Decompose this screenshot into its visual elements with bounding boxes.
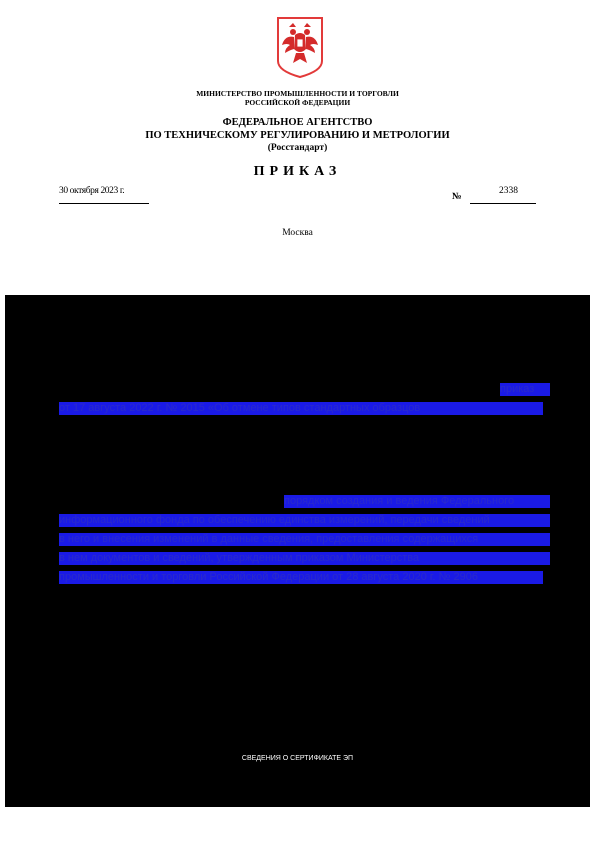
order-number-field	[470, 185, 536, 204]
order-number: 2338	[499, 186, 518, 196]
highlight-2: от 17 августа 2022 г. № 2015 «Об отмене типов стандартных образцов	[59, 402, 543, 415]
highlight-6: в нем документов и сведений, утвержденным приказом Министерства	[59, 552, 550, 565]
highlight-5: в него и внесения изменений в данные сведения, предоставления содержащихся	[59, 533, 550, 546]
order-date: 30 октября 2023 г.	[59, 185, 149, 204]
city: Москва	[282, 228, 313, 238]
number-sign: №	[452, 192, 462, 202]
highlight-1: приказ	[500, 383, 550, 396]
redacted-block	[5, 295, 590, 807]
order-title: ПРИКАЗ	[253, 164, 342, 179]
highlight-4: информационного фонда по обеспечению единства измерений, передачи сведений	[59, 514, 550, 527]
ministry-name	[0, 89, 595, 107]
highlight-7: промышленности и торговли Российской Федерации от 28 августа 2020 г. № 2906	[59, 571, 543, 584]
agency-line-2: ПО ТЕХНИЧЕСКОМУ РЕГУЛИРОВАНИЮ И МЕТРОЛОГИИ	[145, 129, 450, 141]
agency-line-1: ФЕДЕРАЛЬНОЕ АГЕНТСТВО	[222, 117, 373, 128]
agency-abbreviation: (Росстандарт)	[267, 143, 328, 153]
ministry-line-1: МИНИСТЕРСТВО ПРОМЫШЛЕННОСТИ И ТОРГОВЛИ	[196, 89, 399, 98]
agency-name	[0, 117, 595, 155]
highlight-3: порядком создания и ведения Федерального	[284, 495, 550, 508]
coat-of-arms-icon	[275, 15, 325, 79]
certificate-label: СВЕДЕНИЯ О СЕРТИФИКАТЕ ЭП	[241, 755, 354, 762]
ministry-line-2: РОССИЙСКОЙ ФЕДЕРАЦИИ	[244, 98, 351, 107]
